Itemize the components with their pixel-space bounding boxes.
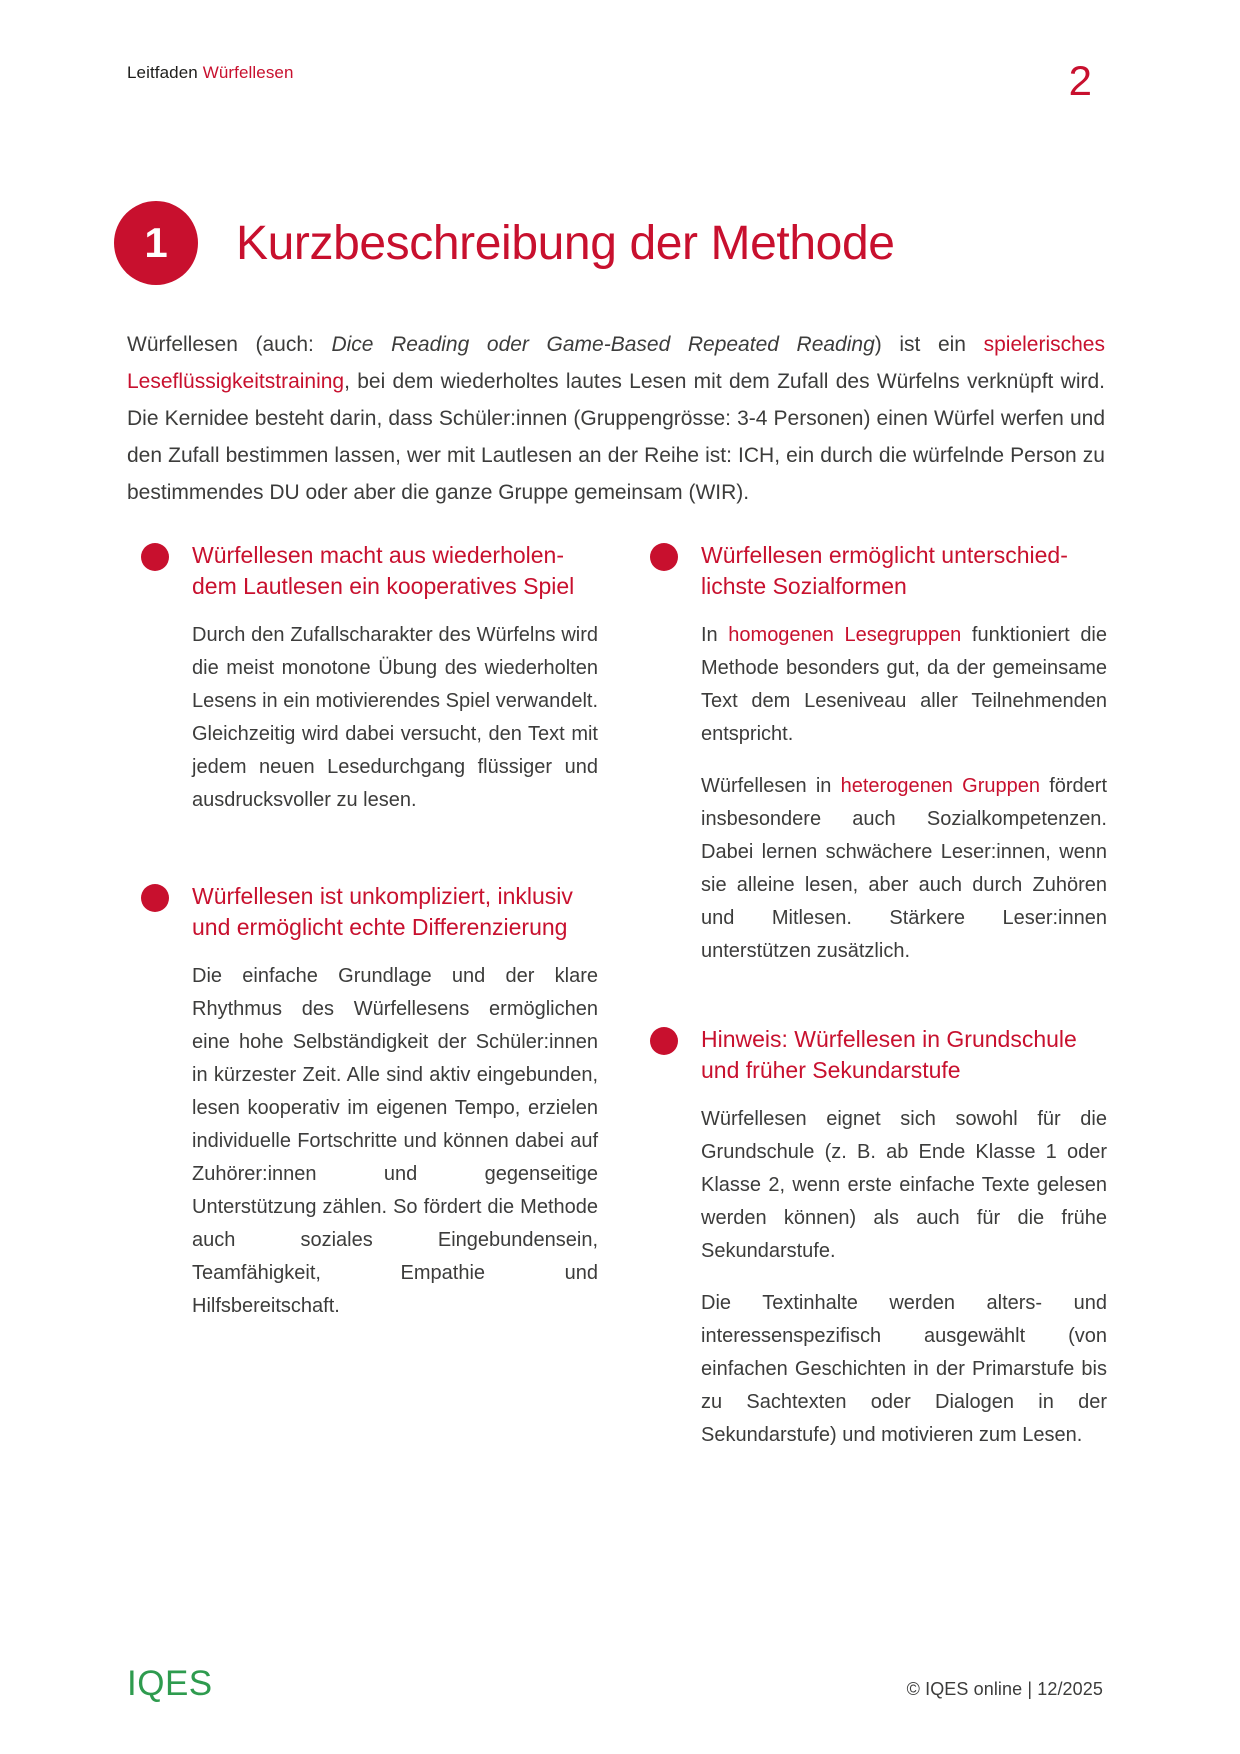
right-column [650,540,1107,1452]
running-title [127,62,294,84]
highlight-text: homogenen Lesegruppen [728,624,962,646]
intro-highlight-text: spielerisches Leseflüssigkeitstraining [127,333,1105,393]
highlight-text: heterogenen Gruppen [840,775,1040,797]
topic-heading: Würfellesen ermöglicht unterschied- lichste Sozialformen [701,542,1068,599]
bullet-icon [141,543,169,571]
chapter-number-badge [114,201,198,285]
intro-text: Würfellesen (auch: [127,333,332,356]
chapter-heading [114,201,895,285]
topic-cooperative-game [141,540,598,817]
topic-social-forms [650,540,1107,968]
topic-heading: Hinweis: Würfellesen in Grundschule und früher Sekundarstufe [701,1026,1077,1083]
page-header [127,57,1110,104]
topic-paragraph: Durch den Zufallscharakter des Würfelns wird die meist monotone Übung des wiederholten Lesens in ein motivierendes Spiel verwandelt. Gleichzeitig wird dabei versucht, den Text mit jedem neuen Lesedurchgang flüssiger und ausdrucksvoller zu lesen. [192,624,598,811]
topic-paragraph: Würfellesen in heterogenen Gruppen fördert insbesondere auch Sozialkompetenzen. Dabei lernen schwächere Leser:innen, wenn sie alleine lesen, aber auch durch Zuhören und Mitlesen. Stärkere Leser:innen unterstützen zusätzlich. [701,775,1108,962]
bullet-icon [650,1027,678,1055]
topic-paragraph: In homogenen Lesegruppen funktioniert die Methode besonders gut, da der gemeinsame Text dem Leseniveau aller Teilnehmenden entspricht. [701,624,1108,745]
chapter-number: 1 [144,219,168,266]
topic-paragraph: Die einfache Grundlage und der klare Rhythmus des Würfellesens ermöglichen eine hohe Selbständigkeit der Schüler:innen in kürzester Zeit. Alle sind aktiv eingebunden, lesen kooperativ im eigenen Tempo, erzielen individuelle Fortschritte und können dabei auf Zuhörer:innen und gegenseitige Unterstützung zählen. So fördert die Methode auch soziales Eingebundensein, Teamfähigkeit, Empathie und Hilfsbereitschaft. [192,965,598,1317]
iqes-logo: IQES [127,1664,213,1703]
intro-italic-text: Dice Reading oder Game-Based Repeated Reading [331,333,875,356]
intro-text: ) ist ein [874,333,984,356]
topic-hint-school-levels [650,1024,1107,1452]
intro-paragraph [127,326,1105,511]
page-footer [127,1666,1103,1701]
topic-body [701,540,1107,968]
intro-text: , bei dem wiederholtes lautes Lesen mit dem Zufall des Würfelns verknüpft wird. Die Kernidee besteht darin, dass Schüler:innen (Gruppengrösse: 3-4 Personen) einen Würfel werfen und den Zufall bestimmen lassen, wer mit Lautlesen an der Reihe ist: ICH, ein durch die würfelnde Person zu bestimmendes DU oder aber die ganze Gruppe gemeinsam (WIR). [127,370,1105,504]
topic-paragraph: Die Textinhalte werden alters- und interessenspezifisch ausgewählt (von einfachen Geschichten in der Primarstufe bis zu Sachtexten oder Dialogen in der Sekundarstufe) und motivieren zum Lesen. [701,1292,1107,1446]
footer-copyright: © IQES online | 12/2025 [906,1679,1103,1699]
running-title-prefix: Leitfaden [127,63,203,82]
topic-body [192,540,598,817]
page-number: 2 [1068,57,1092,104]
bullet-icon [141,884,169,912]
chapter-title: Kurzbeschreibung der Methode [236,216,895,270]
running-title-highlight: Würfellesen [202,63,294,82]
topic-heading: Würfellesen macht aus wiederholen- dem Lautlesen ein kooperatives Spiel [192,542,575,599]
topic-heading: Würfellesen ist unkompliziert, inklusiv und ermöglicht echte Differenzierung [192,883,573,940]
topic-body [701,1024,1107,1452]
topics-area [141,540,1107,1452]
left-column [141,540,598,1452]
bullet-icon [650,543,678,571]
topic-paragraph: Würfellesen eignet sich sowohl für die Grundschule (z. B. ab Ende Klasse 1 oder Klasse 2, wenn erste einfache Texte gelesen werden können) als auch für die frühe Sekundarstufe. [701,1108,1107,1262]
topic-body [192,881,598,1323]
topic-inclusive-differentiation [141,881,598,1323]
